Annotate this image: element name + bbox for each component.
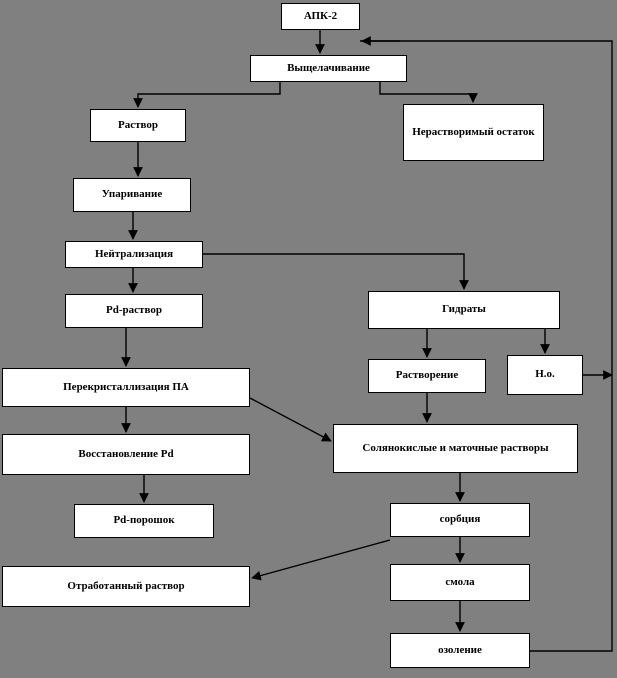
node-hydrates[interactable]: Гидраты xyxy=(368,291,560,329)
node-insoluble-residue-short[interactable]: Н.о. xyxy=(507,355,583,395)
node-solution[interactable]: Раствор xyxy=(90,109,186,142)
node-ashing[interactable]: озоление xyxy=(390,633,530,668)
node-resin[interactable]: смола xyxy=(390,564,530,601)
node-leaching[interactable]: Выщелачивание xyxy=(250,55,407,82)
node-apk2[interactable]: АПК-2 xyxy=(281,3,360,30)
node-neutralization[interactable]: Нейтрализация xyxy=(65,241,203,268)
node-recrystallization-pa[interactable]: Перекристаллизация ПА xyxy=(2,368,250,407)
node-hydrochloric-and-mother-liquors[interactable]: Солянокислые и маточные растворы xyxy=(333,424,578,473)
node-pd-reduction[interactable]: Восстановление Pd xyxy=(2,434,250,475)
node-pd-solution[interactable]: Pd-раствор xyxy=(65,294,203,328)
node-insoluble-residue[interactable]: Нерастворимый остаток xyxy=(403,104,544,161)
node-sorption[interactable]: сорбция xyxy=(390,503,530,537)
node-evaporation[interactable]: Упаривание xyxy=(73,178,191,212)
node-spent-solution[interactable]: Отработанный раствор xyxy=(2,566,250,607)
node-pd-powder[interactable]: Pd-порошок xyxy=(74,504,214,538)
node-dissolving[interactable]: Растворение xyxy=(368,359,486,393)
